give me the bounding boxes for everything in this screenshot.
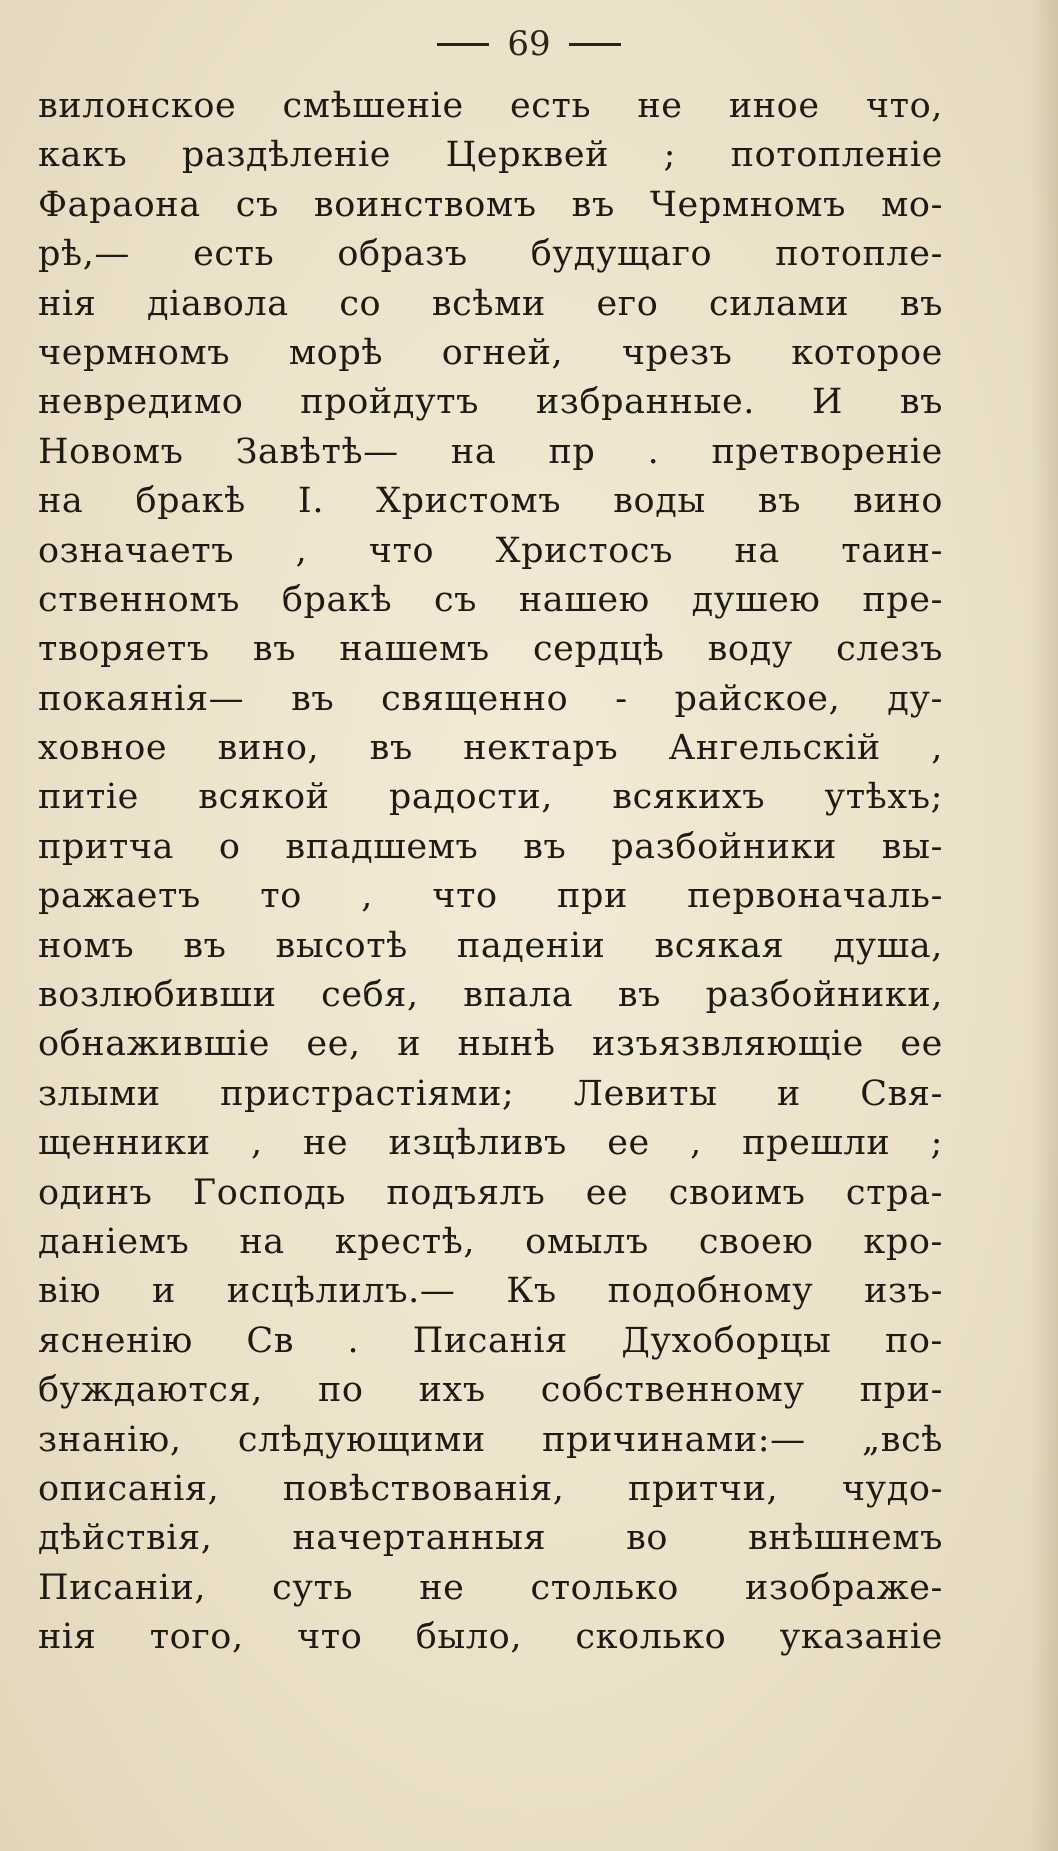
- text-line: возлюбивши себя, впала въ разбойники,: [38, 975, 943, 1016]
- text-line: ховное вино, въ нектаръ Ангельскій ,: [38, 728, 943, 769]
- text-line: одинъ Господь подъялъ ее своимъ стра-: [38, 1172, 943, 1213]
- text-line: обнажившіе ее, и нынѣ изъязвляющіе ее: [38, 1024, 943, 1065]
- text-line: буждаются, по ихъ собственному при-: [38, 1370, 943, 1411]
- text-line: покаянія— въ священно - райское, ду-: [38, 678, 943, 719]
- page-number: 69: [507, 24, 551, 64]
- text-line: вилонское смѣшеніе есть не иное что,: [38, 86, 943, 126]
- text-line: вію и исцѣлилъ.— Къ подобному изъ-: [38, 1271, 943, 1312]
- text-line: ясненію Св . Писанія Духоборцы по-: [38, 1320, 943, 1361]
- text-line: на бракѣ І. Христомъ воды въ вино: [38, 481, 943, 522]
- text-line: творяетъ въ нашемъ сердцѣ воду слезъ: [38, 629, 943, 670]
- text-line: притча о впадшемъ въ разбойники вы-: [38, 826, 943, 867]
- text-line: даніемъ на крестѣ, омылъ своею кро-: [38, 1221, 943, 1262]
- text-line: Фараона съ воинствомъ въ Чермномъ мо-: [38, 184, 943, 225]
- text-line: описанія, повѣствованія, притчи, чудо-: [38, 1468, 943, 1509]
- text-line: Писаніи, суть не столько изображе-: [38, 1567, 943, 1608]
- text-line: ственномъ бракѣ съ нашею душею пре-: [38, 579, 943, 620]
- text-line: питіе всякой радости, всякихъ утѣхъ;: [38, 777, 943, 818]
- text-body: [38, 82, 943, 1663]
- text-line: знанію, слѣдующими причинами:— „всѣ: [38, 1419, 943, 1460]
- text-line: Новомъ Завѣтѣ— на пр . претвореніе: [38, 431, 943, 472]
- text-line: дѣйствія, начертанныя во внѣшнемъ: [38, 1518, 943, 1559]
- text-line: чермномъ морѣ огней, чрезъ которое: [38, 332, 943, 373]
- text-line: нія діавола со всѣми его силами въ: [38, 283, 943, 324]
- right-dash: [569, 43, 621, 46]
- text-line: какъ раздѣленіе Церквей ; потопленіе: [38, 135, 943, 176]
- text-line: ражаетъ то , что при первоначаль-: [38, 876, 943, 917]
- text-line: означаетъ , что Христосъ на таин-: [38, 530, 943, 571]
- text-line: злыми пристрастіями; Левиты и Свя-: [38, 1073, 943, 1114]
- left-dash: [437, 43, 489, 46]
- text-line: нія того, что было, сколько указаніе: [38, 1617, 943, 1658]
- text-line: рѣ,— есть образъ будущаго потопле-: [38, 234, 943, 275]
- text-line: невредимо пройдутъ избранные. И въ: [38, 382, 943, 423]
- text-line: номъ въ высотѣ паденіи всякая душа,: [38, 925, 943, 966]
- page-header: [0, 14, 1058, 74]
- text-line: щенники , не изцѣливъ ее , прешли ;: [38, 1123, 943, 1164]
